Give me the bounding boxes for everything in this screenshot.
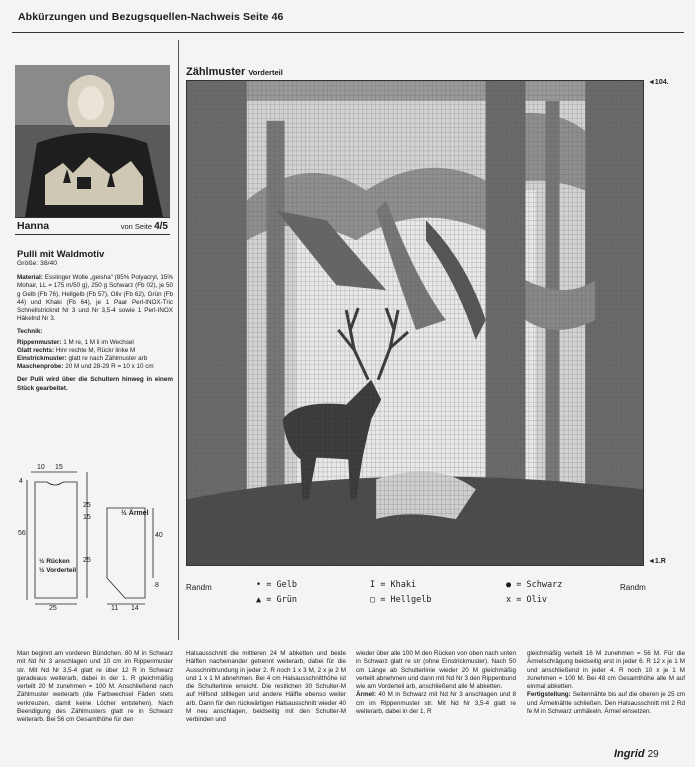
model-name: Hanna <box>17 220 50 232</box>
pattern-size: Größe: 38/40 <box>17 260 58 267</box>
page-header: Abkürzungen und Bezugsquellen-Nachweis Seite 46 <box>18 11 284 23</box>
legend-col-2 <box>370 578 431 608</box>
dim-arm-bottom-1: 11 <box>111 605 119 612</box>
edge-label-left: Randm <box>186 583 212 592</box>
column-divider <box>178 40 179 640</box>
model-photo <box>15 65 170 217</box>
label-vorderteil: ½ Vorderteil <box>39 567 77 574</box>
body-text-col-2: Halsausschnitt die mittleren 24 M abketten und beide Hälften nacheinander getrennt weiterarb, dabei für die Ausschnittrundung in jeder 2. R noch 1 x 3 M, 2 x je 2 M und 1 x 1 M abnehmen. Bei 4 cm Halsausschnitthöhe ist die Schulterlinie erreicht. Die restlichen 30 Schulter-M auf Hilfsnd stilllegen und andere Hälfte ebenso weiter arb. Dann für den rückwärtigen Halsausschnitt wieder 40 M neu anschlagen, beidseitig mit den Schulter-M verbinden und <box>186 650 346 724</box>
dim-left: 56 <box>18 530 26 537</box>
row-label-bottom: ◄1.R <box>648 558 666 565</box>
schematic-sketch <box>17 462 167 612</box>
technik-list: Rippenmuster: 1 M re, 1 M li im Wechsel Glatt rechts: Hinr rechte M, Rückr linke M Einstrickmuster: glatt re nach Zählmuster arb Maschenprobe: 20 M und 28-29 R = 10 x 10 cm <box>17 338 154 371</box>
legend-col-3 <box>506 578 562 608</box>
legend-item: • = Gelb <box>256 580 297 590</box>
dim-top-1: 10 <box>37 464 45 471</box>
body-text-col-4: gleichmäßig verteilt 16 M zunehmen = 56 M. Für die Ärmelschrägung beidseitig erst in jeder 6. R 12 x je 1 M und anschließend in jeder 4. R noch 10 x je 1 M zunehmen = 100 M. Bei 48 cm Gesamthöhe alle M auf einmal abketten. Fertigstellung: Seitennähte bis auf die oberen je 25 cm und Ärmelnähte schließen. Den Halsausschnitt mit 2 Rd fe M in Schwarz umhäkeln. Ärmel einsetzen. <box>527 650 685 716</box>
construction-note: Der Pulli wird über die Schultern hinweg in einem Stück gearbeitet. <box>17 376 173 392</box>
photo-caption <box>15 217 170 235</box>
legend-col-1 <box>256 578 297 608</box>
pattern-instructions <box>17 249 173 398</box>
page-footer: Ingrid 29 <box>614 748 659 760</box>
edge-label-right: Randm <box>620 583 646 592</box>
dim-top-2: 15 <box>55 464 63 471</box>
technik-heading: Technik: <box>17 328 43 336</box>
page-number: 29 <box>647 749 659 760</box>
material-paragraph: Material: Esslinger Wolle „geisha“ (85% Polyacryl, 15% Mohair, LL = 175 m/50 g), 250 g Schwarz (Fb 02), je 50 g Gelb (Fb 76), Hellgelb (Fb 57), Oliv (Fb 62), Grün (Fb 44) und Khaki (Fb 64), je 1 Paar Perl-INOX-Tric Schnellstricknd Nr 3 und Nr 3,5-4 sowie 1 Perl-INOX Häkelnd Nr 3. <box>17 274 174 323</box>
row-label-top: ◄104. <box>648 79 669 86</box>
body-text-col-1: Man beginnt am vorderen Bündchen. 80 M in Schwarz mit Nd Nr 3 anschlagen und 10 cm im Rippenmuster str. Mit Nd Nr 3,5-4 glatt re über 12 R in Schwarz geradeaus weiterarb, dabei in der 1. R gleichmäßig verteilt 20 M zunehmen = 100 M. Anschließend nach Zählmuster weiterarb (die Farbwechsel Fäden stets verkreuzen, damit keine Löcher entstehen). Nach Beendigung des Zählmusters glatt re in Schwarz weiterarb. Bei 56 cm Gesamthöhe für den <box>17 650 173 724</box>
dim-right-2: 15 <box>83 514 91 521</box>
dim-arm-bottom-2: 14 <box>131 605 139 612</box>
legend-item: ▲ = Grün <box>256 595 297 605</box>
dim-right-3: 25 <box>83 557 91 564</box>
source-reference: von Seite 4/5 <box>120 221 168 232</box>
legend-item: I = Khaki <box>370 580 417 590</box>
knitting-chart <box>186 80 644 566</box>
pattern-title: Pulli mit Waldmotiv <box>17 249 105 260</box>
dim-arm-height: 40 <box>155 532 163 539</box>
legend-item: x = Oliv <box>506 595 547 605</box>
label-ruecken: ½ Rücken <box>39 558 70 565</box>
dim-left-top: 4 <box>19 478 23 485</box>
chart-title: Zählmuster Vorderteil <box>186 66 283 78</box>
body-text-col-3: wieder über alle 100 M den Rücken von oben nach unten in Schwarz glatt re str (ohne Einstrickmuster). Nach 50 cm Länge ab Schulterlinie wieder 20 M gleichmäßig verteilt abnehmen und dann mit Nd Nr 3 den Rippenbund wie am Vorderteil arb, anschließend alle M abketten. Ärmel: 40 M in Schwarz mit Nd Nr 3 anschlagen und 8 cm im Rippenmuster str. Mit Nd Nr 3,5-4 glatt re weiterarb, dabei in der 1. R <box>356 650 516 716</box>
dim-arm-lower: 8 <box>155 582 159 589</box>
header-rule <box>12 32 684 33</box>
dim-right-1: 25 <box>83 502 91 509</box>
dim-bottom: 25 <box>49 605 57 612</box>
legend-item: ▢ = Hellgelb <box>370 595 432 605</box>
label-aermel: ½ Ärmel <box>121 510 149 517</box>
legend-item: ● = Schwarz <box>506 580 563 590</box>
